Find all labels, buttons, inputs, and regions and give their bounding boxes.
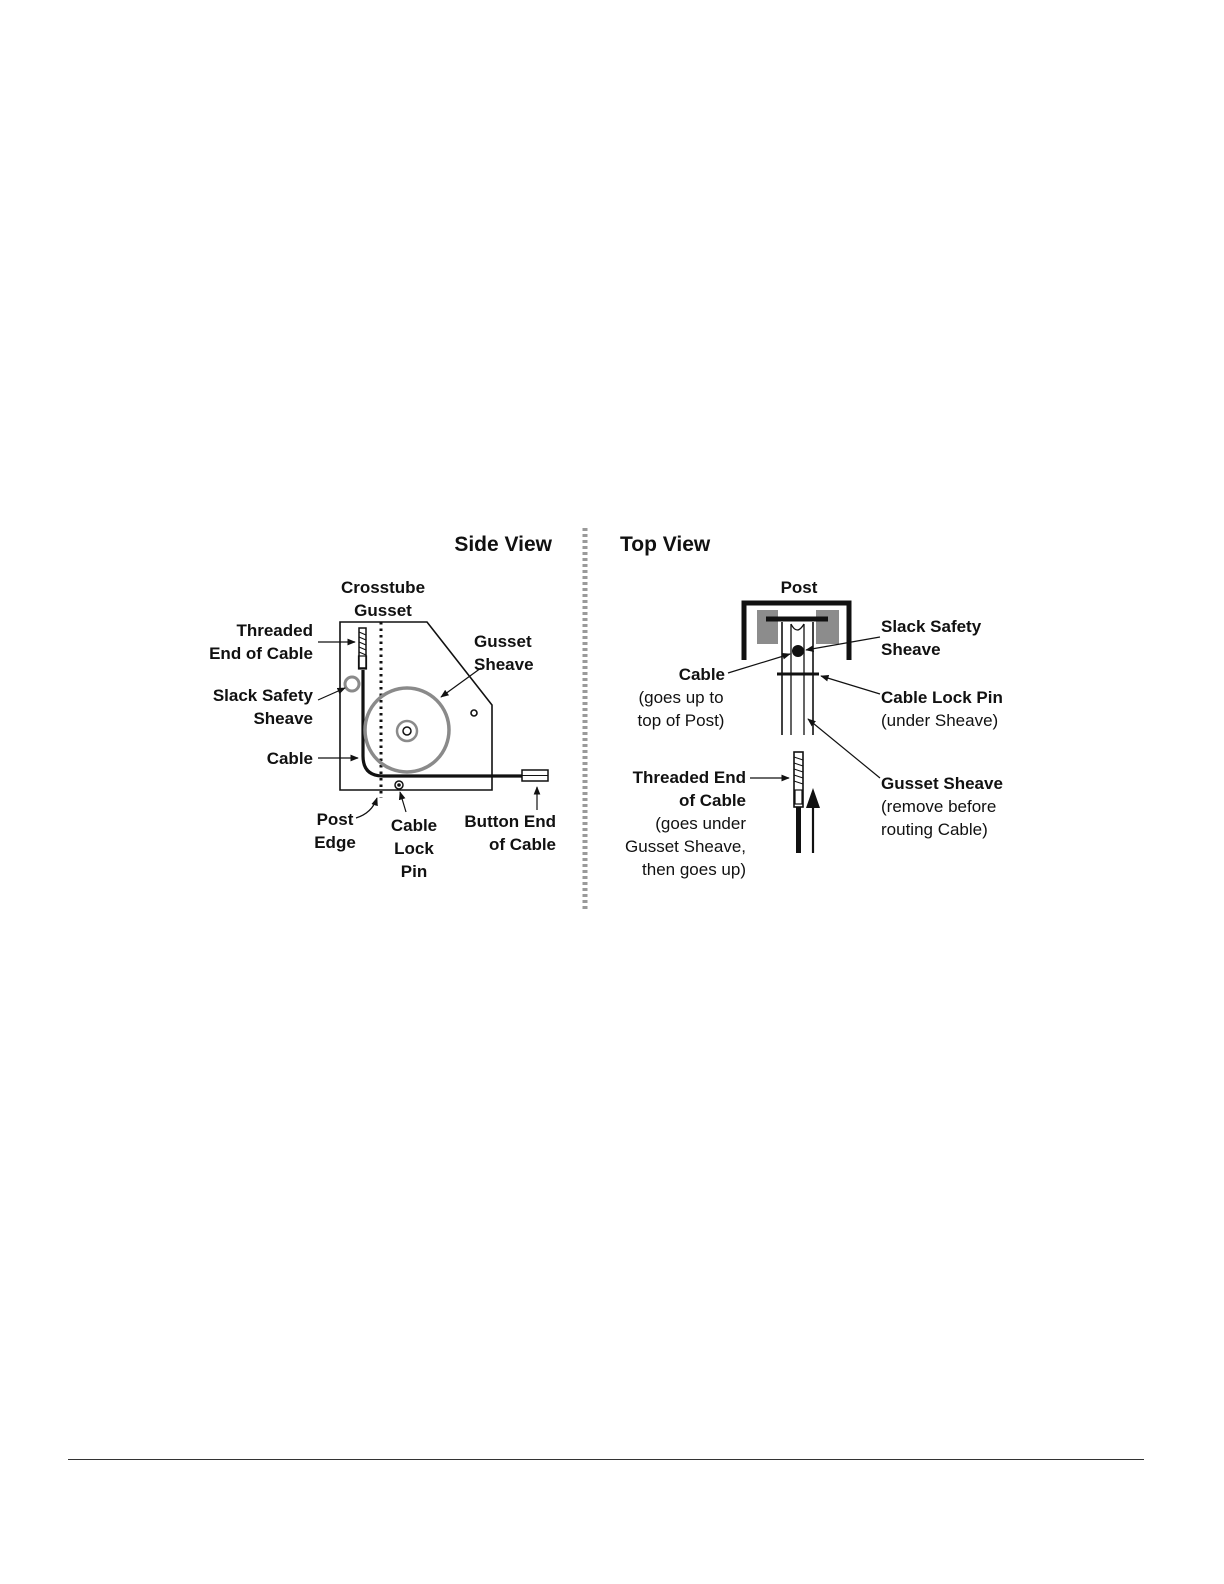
- cable-label: Cable: [266, 749, 313, 768]
- top-threaded-end-note: (goes under Gusset Sheave, then goes up): [625, 814, 746, 879]
- gusset-sheave-label: Gusset Sheave: [474, 632, 534, 674]
- post-edge-label: Post Edge: [314, 810, 356, 852]
- top-view-drawing: [728, 603, 880, 853]
- crosstube-gusset-label: Crosstube Gusset: [340, 578, 426, 620]
- slack-safety-sheave: [345, 677, 359, 691]
- footer-rule: [68, 1459, 1144, 1460]
- top-view-heading: Top View: [620, 533, 711, 556]
- top-gusset-sheave-label: Gusset Sheave: [881, 774, 1003, 793]
- cable-line: [363, 670, 522, 776]
- top-cable-lock-pin-label: Cable Lock Pin: [881, 688, 1003, 707]
- cable-dot: [792, 645, 804, 657]
- side-view-heading: Side View: [454, 533, 552, 556]
- top-gusset-sheave-note: (remove before routing Cable): [881, 797, 997, 839]
- button-end-label: Button End of Cable: [464, 812, 556, 854]
- cable-lock-pin-label: Cable Lock Pin: [390, 816, 438, 881]
- slack-safety-sheave-label: Slack Safety Sheave: [212, 686, 313, 728]
- top-threaded-end-label: Threaded End of Cable: [632, 768, 746, 810]
- top-cable-lock-pin-note: (under Sheave): [881, 711, 999, 730]
- gusset-sheave: [365, 688, 449, 772]
- post-label: Post: [780, 578, 818, 597]
- top-cable-label: Cable: [678, 665, 725, 684]
- top-slack-safety-sheave-label: Slack Safety Sheave: [881, 617, 982, 659]
- threaded-end-label: Threaded End of Cable: [209, 621, 313, 663]
- gusset-hole: [471, 710, 477, 716]
- top-cable-note: (goes up to top of Post): [637, 688, 725, 730]
